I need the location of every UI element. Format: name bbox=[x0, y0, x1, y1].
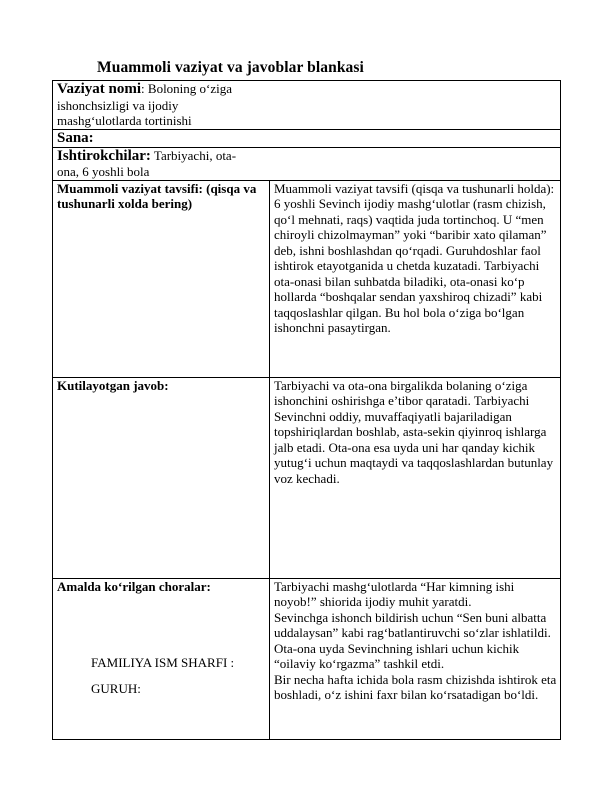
participants-row bbox=[53, 147, 561, 180]
participants-value: Tarbiyachi, ota-ona, 6 yoshli bola bbox=[57, 147, 237, 179]
description-line-0: Muammoli vaziyat tavsifi (qisqa va tushunarli holda): bbox=[274, 180, 555, 196]
description-label: Muammoli vaziyat tavsifi: (qisqa va tushunarli xolda bering) bbox=[57, 180, 257, 211]
situation-name-row bbox=[53, 81, 561, 130]
actions-line-3: Bir necha hafta ichida bola rasm chizishda ishtirok eta boshladi, o‘z ishini faxr bilan ko‘rsatadigan bo‘ldi. bbox=[274, 671, 557, 702]
situation-name-label: Vaziyat nomi bbox=[57, 81, 142, 97]
actions-line-0: Tarbiyachi mashg‘ulotlarda “Har kimning ishi noyob!” shiorida ijodiy muhit yaratdi. bbox=[274, 578, 515, 609]
description-line-1: 6 yoshli Sevinch ijodiy mashg‘ulotlar (rasm chizish, qo‘l mehnati, raqs) vaqtida juda tortinchoq. U “men chiroyli chizolmayman” yoki “baribir xato qilaman” deb, ishni boshlashdan qo‘rqadi. Guruhdoshlar faol ishtirok etayotganida u chetda kuzatadi. Tarbiyachi ota-onasi bilan suhbatda biladiki, ota-onasi ko‘p hollarda “boshqalar sendan yaxshiroq chizadi” kabi taqqoslashlar qilgan. Bu hol bola o‘ziga bo‘lgan ishonchni pasaytirgan. bbox=[274, 196, 547, 335]
participants-label: Ishtirokchilar: bbox=[57, 147, 151, 164]
expected-row bbox=[53, 377, 561, 578]
actions-label: Amalda ko‘rilgan choralar: bbox=[57, 578, 211, 594]
date-label: Sana: bbox=[57, 129, 94, 146]
situation-form-table bbox=[52, 80, 561, 740]
actions-line-1: Sevinchga ishonch bildirish uchun “Sen buni albatta uddalaysan” kabi rag‘batlantiruvchi so‘zlar ishlatildi. bbox=[274, 609, 551, 640]
page-title: Muammoli vaziyat va javoblar blankasi bbox=[97, 59, 364, 76]
expected-text: Tarbiyachi va ota-ona birgalikda bolaning o‘ziga ishonchini oshirishga e’tibor qaratadi. Tarbiyachi Sevinchni oddiy, muvaffaqiyatli bajariladigan topshiriqlardan boshlab, asta-sekin qiyinroq ishlarga jalb etadi. Ota-ona esa uyda uni har qanday kichik yutug‘i uchun maqtaydi va taqqoslashlardan butunlay voz kechadi. bbox=[274, 377, 554, 486]
expected-label: Kutilayotgan javob: bbox=[57, 377, 169, 393]
group-field-label: GURUH: bbox=[91, 681, 141, 696]
situation-name-value: : Boloning o‘ziga ishonchsizligi va ijodiy mashg‘ulotlarda tortinishi bbox=[57, 81, 233, 128]
actions-line-2: Ota-ona uyda Sevinchning ishlari uchun kichik “oilaviy ko‘rgazma” tashkil etdi. bbox=[274, 640, 520, 671]
date-row bbox=[53, 129, 561, 147]
name-field-label: FAMILIYA ISM SHARFI : bbox=[91, 655, 235, 670]
description-row bbox=[53, 180, 561, 377]
